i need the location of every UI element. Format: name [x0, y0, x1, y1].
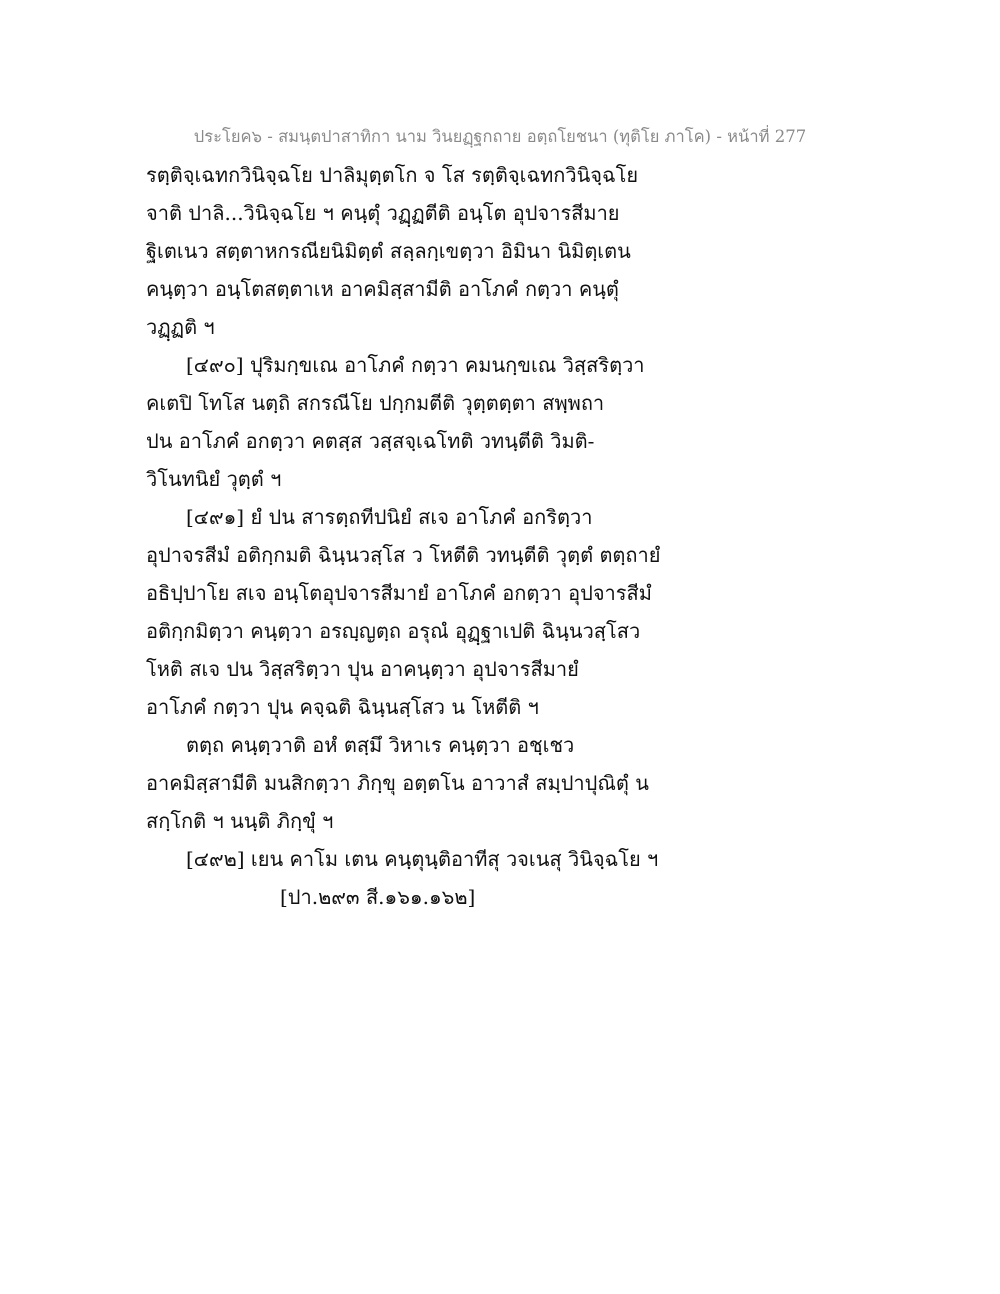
reference-line: [ปา.๒๙๓ สี.๑๖๑.๑๖๒] — [280, 885, 476, 909]
text-line: คนฺตฺวา อนฺโตสตฺตาเห อาคมิสฺสามีติ อาโภคํ กตฺวา คนฺตุํ — [146, 277, 619, 301]
page-header: ประโยค๖ - สมนฺตปาสาทิกา นาม วินยฏฺฐกถาย อตฺถโยชนา (ทุติโย ภาโค) - หน้าที่ 277 — [193, 127, 807, 146]
text-line: คเตปิ โทโส นตฺถิ สกรณีโย ปกฺกมตีติ วุตฺตตฺตา สพฺพถา — [146, 391, 605, 415]
text-line: อาโภคํ กตฺวา ปุน คจฺฉติ ฉินฺนสฺโสว น โหตีติ ฯ — [146, 695, 539, 719]
paragraph-start-491: [๔๙๑] ยํ ปน สารตฺถทีปนิยํ สเจ อาโภคํ อกริตฺวา — [186, 505, 593, 529]
text-line: วฏฺฏติ ฯ — [146, 315, 215, 339]
text-line: สกฺโกติ ฯ นนฺติ ภิกฺขุํ ฯ — [146, 809, 334, 833]
text-line: จาติ ปาลิ...วินิจฺฉโย ฯ คนฺตุํ วฏฺฏตีติ อนฺโต อุปจารสีมาย — [146, 201, 620, 225]
text-line: อาคมิสฺสามีติ มนสิกตฺวา ภิกฺขุ อตฺตโน อาวาสํ สมฺปาปุณิตุํ น — [146, 771, 649, 795]
text-line: รตฺติจฺเฉทกวินิจฺฉโย ปาลิมุตฺตโก จ โส รตฺติจฺเฉทกวินิจฺฉโย — [146, 163, 639, 187]
text-line: อธิปฺปาโย สเจ อนฺโตอุปจารสีมายํ อาโภคํ อกตฺวา อุปจารสีมํ — [146, 581, 652, 605]
paragraph-start: ตตฺถ คนฺตฺวาติ อหํ ตสฺมึ วิหาเร คนฺตฺวา อชฺเชว — [186, 733, 575, 757]
text-line: วิโนทนิยํ วุตฺตํ ฯ — [146, 467, 282, 491]
paragraph-start-490: [๔๙๐] ปุริมกฺขเณ อาโภคํ กตฺวา คมนกฺขเณ วิสฺสริตฺวา — [186, 353, 645, 377]
paragraph-start-492: [๔๙๒] เยน คาโม เตน คนฺตุนฺติอาทีสุ วจเนสุ วินิจฺฉโย ฯ — [186, 847, 659, 871]
text-line: ปน อาโภคํ อกตฺวา คตสฺส วสฺสจฺเฉโทติ วทนฺตีติ วิมติ- — [146, 429, 595, 453]
text-line: ฐิเตเนว สตฺตาหกรณียนิมิตฺตํ สลฺลกฺเขตฺวา อิมินา นิมิตฺเตน — [146, 239, 631, 263]
text-line: อติกฺกมิตฺวา คนฺตฺวา อรญฺญตฺถ อรุณํ อุฏฺฐาเปติ ฉินฺนวสฺโสว — [146, 619, 641, 643]
body-text — [146, 160, 866, 920]
text-line: โหติ สเจ ปน วิสฺสริตฺวา ปุน อาคนฺตฺวา อุปจารสีมายํ — [146, 657, 579, 681]
text-line: อุปาจรสีมํ อติกฺกมติ ฉินฺนวสฺโส ว โหตีติ วทนฺตีติ วุตฺตํ ตตฺถายํ — [146, 543, 661, 567]
